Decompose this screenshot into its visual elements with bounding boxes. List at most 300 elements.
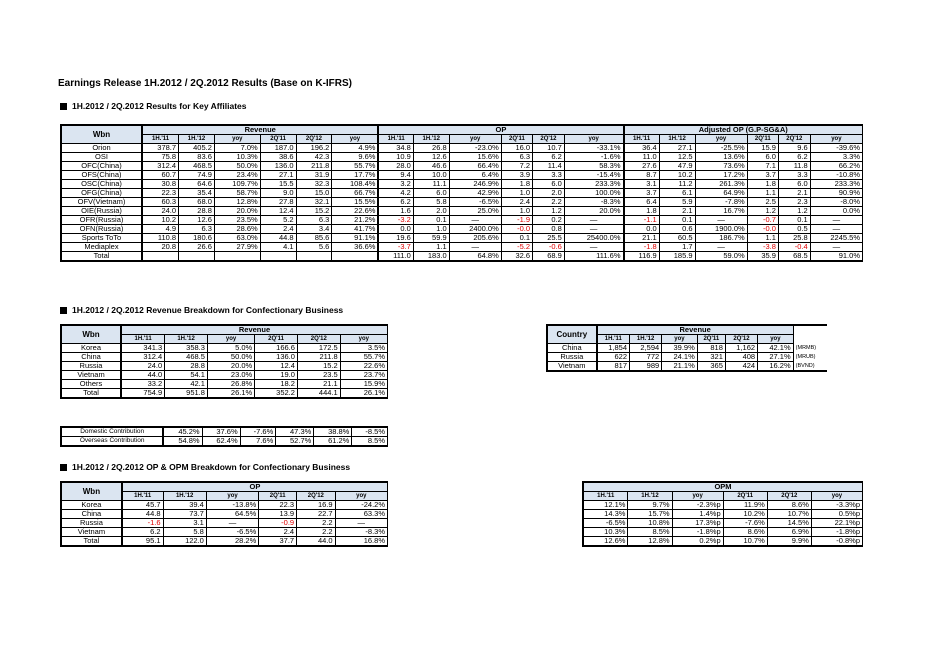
table-cell: 6.2 bbox=[122, 528, 163, 537]
table-cell: 27.8 bbox=[260, 198, 296, 207]
table-cell: — bbox=[335, 519, 387, 528]
table-cell: -1.1 bbox=[624, 216, 660, 225]
table-row bbox=[547, 362, 827, 372]
group-header: OP bbox=[122, 482, 388, 492]
table-cell: 9.4 bbox=[378, 171, 413, 180]
revenue-breakdown-table bbox=[60, 324, 388, 399]
table-cell: 11.9% bbox=[723, 501, 767, 510]
table-cell: 37.6% bbox=[202, 427, 240, 437]
table-cell: 12.8% bbox=[628, 537, 672, 547]
table-cell: 47.3% bbox=[276, 427, 314, 437]
table-cell: 42.1% bbox=[758, 344, 794, 353]
row-label: China bbox=[61, 510, 122, 519]
table-cell: 37.7 bbox=[259, 537, 297, 547]
period-header: 1H.'11 bbox=[597, 335, 630, 344]
table-cell: 64.9% bbox=[695, 189, 747, 198]
table-cell: 6.9% bbox=[767, 528, 811, 537]
period-header: yoy bbox=[695, 135, 747, 144]
table-cell: 2.4 bbox=[259, 528, 297, 537]
table-cell: 1.1 bbox=[413, 243, 449, 252]
table-cell: -1.8 bbox=[624, 243, 660, 252]
table-cell: 31.9 bbox=[296, 171, 332, 180]
table-cell: 1.2 bbox=[778, 207, 810, 216]
row-label: OSI bbox=[61, 153, 142, 162]
table-cell: 1.8 bbox=[747, 180, 778, 189]
table-cell: 10.9 bbox=[378, 153, 413, 162]
table-cell: -23.0% bbox=[449, 144, 501, 153]
table-cell: 47.9 bbox=[659, 162, 695, 171]
table-cell: 22.3 bbox=[142, 189, 179, 198]
table-cell: 111.0 bbox=[378, 252, 413, 262]
table-cell: 4.1 bbox=[260, 243, 296, 252]
period-header: 2Q'12 bbox=[297, 335, 340, 344]
table-cell: 20.0% bbox=[564, 207, 623, 216]
table-cell: 28.0 bbox=[378, 162, 413, 171]
table-cell: 61.2% bbox=[314, 437, 352, 447]
row-label: OIE(Russia) bbox=[61, 207, 142, 216]
table-row bbox=[61, 528, 388, 537]
table-cell: 341.3 bbox=[121, 344, 165, 353]
table-cell: -1.6 bbox=[122, 519, 163, 528]
table-cell: 186.7% bbox=[695, 234, 747, 243]
period-header: yoy bbox=[214, 135, 260, 144]
table-cell: 6.1 bbox=[659, 189, 695, 198]
table-cell: 312.4 bbox=[142, 162, 179, 171]
table-row bbox=[61, 371, 388, 380]
table-cell: 6.4% bbox=[449, 171, 501, 180]
section-heading-text: 1H.2012 / 2Q.2012 OP & OPM Breakdown for Confectionary Business bbox=[72, 462, 351, 472]
table-cell: 211.8 bbox=[297, 353, 340, 362]
table-cell: -1.8%p bbox=[672, 528, 723, 537]
table-cell: 0.6 bbox=[659, 225, 695, 234]
table-cell: 4.9% bbox=[332, 144, 379, 153]
table-cell: -0.6 bbox=[533, 243, 565, 252]
table-cell: 3.5% bbox=[340, 344, 387, 353]
row-label: Vietnam bbox=[547, 362, 597, 372]
unit-note: (MRUB) bbox=[795, 354, 816, 360]
table-cell: 187.0 bbox=[260, 144, 296, 153]
table-cell: 15.0 bbox=[296, 189, 332, 198]
table-cell: 246.9% bbox=[449, 180, 501, 189]
table-cell: 24.0 bbox=[121, 362, 165, 371]
table-cell: 3.4 bbox=[296, 225, 332, 234]
table-cell: 20.0% bbox=[207, 362, 254, 371]
table-cell: 35.9 bbox=[747, 252, 778, 262]
period-header: 1H.'12 bbox=[628, 492, 672, 501]
period-header: yoy bbox=[449, 135, 501, 144]
table-cell: 10.2 bbox=[659, 171, 695, 180]
row-label: OFN(Russia) bbox=[61, 225, 142, 234]
row-label: OFV(Vietnam) bbox=[61, 198, 142, 207]
table-cell: 32.6 bbox=[501, 252, 532, 262]
table-cell: 2.2 bbox=[297, 519, 335, 528]
table-cell: 1900.0% bbox=[695, 225, 747, 234]
table-cell: 22.6% bbox=[340, 362, 387, 371]
table-row bbox=[61, 537, 388, 547]
unit-header: Country bbox=[547, 325, 597, 344]
unit-note: (BVND) bbox=[795, 362, 815, 369]
period-header: yoy bbox=[207, 335, 254, 344]
table-row bbox=[61, 207, 863, 216]
table-cell: 22.3 bbox=[259, 501, 297, 510]
unit-header: Wbn bbox=[61, 125, 142, 144]
table-cell: 59.9 bbox=[413, 234, 449, 243]
table-cell: 365 bbox=[697, 362, 725, 372]
table-cell: 60.7 bbox=[142, 171, 179, 180]
table-cell: 754.9 bbox=[121, 389, 165, 399]
table-cell: 44.0 bbox=[121, 371, 165, 380]
table-cell bbox=[142, 252, 179, 262]
period-header: 2Q'11 bbox=[747, 135, 778, 144]
table-cell: 59.0% bbox=[695, 252, 747, 262]
table-cell: 64.6 bbox=[179, 180, 215, 189]
table-cell: 8.6% bbox=[767, 501, 811, 510]
table-cell: 408 bbox=[725, 353, 757, 362]
table-cell: 3.2 bbox=[378, 180, 413, 189]
table-cell: 183.0 bbox=[413, 252, 449, 262]
table-cell: 15.5 bbox=[260, 180, 296, 189]
period-header: 1H.'11 bbox=[142, 135, 179, 144]
table-cell: 5.2 bbox=[260, 216, 296, 225]
table-cell: 16.2% bbox=[758, 362, 794, 372]
table-cell: 39.4 bbox=[163, 501, 206, 510]
row-label: OFG(China) bbox=[61, 189, 142, 198]
period-header: 2Q'11 bbox=[723, 492, 767, 501]
table-cell: 1.2 bbox=[533, 207, 565, 216]
table-cell: 32.1 bbox=[296, 198, 332, 207]
table-cell: 9.7% bbox=[628, 501, 672, 510]
table-cell: 0.8 bbox=[533, 225, 565, 234]
table-cell: 2.1 bbox=[659, 207, 695, 216]
table-cell: 9.6 bbox=[778, 144, 810, 153]
table-cell: 1.8 bbox=[501, 180, 532, 189]
table-cell: 23.5% bbox=[214, 216, 260, 225]
table-cell: 8.5% bbox=[628, 528, 672, 537]
table-cell: 44.0 bbox=[297, 537, 335, 547]
table-cell bbox=[260, 252, 296, 262]
table-cell: 2.1 bbox=[778, 189, 810, 198]
row-label: Sports ToTo bbox=[61, 234, 142, 243]
table-cell: 3.3 bbox=[778, 171, 810, 180]
period-header: yoy bbox=[662, 335, 698, 344]
table-cell: 1,854 bbox=[597, 344, 630, 353]
table-cell: -7.6% bbox=[240, 427, 276, 437]
table-cell: -1.9 bbox=[501, 216, 532, 225]
table-cell: 73.7 bbox=[163, 510, 206, 519]
table-cell: 15.6% bbox=[449, 153, 501, 162]
table-cell: 4.9 bbox=[142, 225, 179, 234]
group-header: OPM bbox=[583, 482, 863, 492]
row-label: Total bbox=[61, 389, 121, 399]
table-cell: 28.6% bbox=[214, 225, 260, 234]
table-cell: 622 bbox=[597, 353, 630, 362]
period-header: yoy bbox=[758, 335, 794, 344]
table-cell: 10.7% bbox=[723, 537, 767, 547]
table-cell: 5.9 bbox=[659, 198, 695, 207]
table-cell: 25.8 bbox=[778, 234, 810, 243]
table-cell: 13.9 bbox=[259, 510, 297, 519]
table-cell: 9.0 bbox=[260, 189, 296, 198]
table-cell: 21.1 bbox=[297, 380, 340, 389]
table-cell: 1.6 bbox=[378, 207, 413, 216]
table-cell: — bbox=[564, 243, 623, 252]
table-cell: 0.0% bbox=[810, 207, 862, 216]
section-heading-revenue-breakdown bbox=[60, 305, 343, 315]
table-cell: 27.1% bbox=[758, 353, 794, 362]
table-cell: 14.5% bbox=[767, 519, 811, 528]
group-header: Revenue bbox=[142, 125, 378, 135]
table-cell: 166.6 bbox=[255, 344, 298, 353]
table-cell: 7.0% bbox=[214, 144, 260, 153]
table-cell: 10.2% bbox=[723, 510, 767, 519]
table-cell: -1.6% bbox=[564, 153, 623, 162]
row-label: Korea bbox=[61, 344, 121, 353]
table-cell: 2400.0% bbox=[449, 225, 501, 234]
table-cell: 1,162 bbox=[725, 344, 757, 353]
table-cell: 36.4 bbox=[624, 144, 660, 153]
table-cell: -7.8% bbox=[695, 198, 747, 207]
row-label: Total bbox=[61, 537, 122, 547]
table-cell: 35.4 bbox=[179, 189, 215, 198]
table-cell: 2245.5% bbox=[810, 234, 862, 243]
row-label: OSC(China) bbox=[61, 180, 142, 189]
row-label: Orion bbox=[61, 144, 142, 153]
table-cell: 62.4% bbox=[202, 437, 240, 447]
table-cell: 21.2% bbox=[332, 216, 379, 225]
table-cell: 50.0% bbox=[214, 162, 260, 171]
table-cell: 6.3 bbox=[501, 153, 532, 162]
table-cell: 108.4% bbox=[332, 180, 379, 189]
table-cell: 33.2 bbox=[121, 380, 165, 389]
row-label: Overseas Contribution bbox=[61, 437, 163, 447]
table-cell: 91.1% bbox=[332, 234, 379, 243]
table-row bbox=[61, 389, 388, 399]
table-cell: 6.3 bbox=[179, 225, 215, 234]
section-heading-affiliates bbox=[60, 101, 247, 111]
table-cell: 116.9 bbox=[624, 252, 660, 262]
table-cell: 28.8 bbox=[179, 207, 215, 216]
table-cell: — bbox=[810, 225, 862, 234]
period-header: 1H.'11 bbox=[583, 492, 628, 501]
op-breakdown-table bbox=[60, 481, 388, 547]
table-cell: 358.3 bbox=[165, 344, 208, 353]
table-row bbox=[61, 510, 388, 519]
table-cell: 233.3% bbox=[564, 180, 623, 189]
table-cell: 12.1% bbox=[583, 501, 628, 510]
table-cell: — bbox=[449, 243, 501, 252]
table-cell: 6.0 bbox=[747, 153, 778, 162]
table-cell: 9.9% bbox=[767, 537, 811, 547]
table-cell: 38.6 bbox=[260, 153, 296, 162]
country-revenue-table bbox=[546, 324, 827, 372]
table-cell: 1.4%p bbox=[672, 510, 723, 519]
table-cell: 90.9% bbox=[810, 189, 862, 198]
table-cell: 1.0 bbox=[501, 207, 532, 216]
table-cell: -25.5% bbox=[695, 144, 747, 153]
table-cell: 3.7 bbox=[624, 189, 660, 198]
table-cell: 66.2% bbox=[810, 162, 862, 171]
table-cell: -8.3% bbox=[335, 528, 387, 537]
table-cell: 12.4 bbox=[255, 362, 298, 371]
table-cell: 28.2% bbox=[206, 537, 258, 547]
table-cell: 45.2% bbox=[163, 427, 202, 437]
table-cell: 6.2 bbox=[533, 153, 565, 162]
table-cell: 21.1% bbox=[662, 362, 698, 372]
table-cell: 19.6 bbox=[378, 234, 413, 243]
period-header: yoy bbox=[332, 135, 379, 144]
table-cell: 468.5 bbox=[165, 353, 208, 362]
table-cell: 2.2 bbox=[297, 528, 335, 537]
period-header: yoy bbox=[811, 492, 862, 501]
row-label: OFS(China) bbox=[61, 171, 142, 180]
table-cell: 1.1 bbox=[747, 234, 778, 243]
table-cell: 10.7 bbox=[533, 144, 565, 153]
table-cell: 23.5 bbox=[297, 371, 340, 380]
table-cell: -0.8%p bbox=[811, 537, 862, 547]
table-cell: 58.3% bbox=[564, 162, 623, 171]
unit-note: (MRMB) bbox=[795, 345, 817, 351]
table-cell: 45.7 bbox=[122, 501, 163, 510]
table-cell: 22.7 bbox=[297, 510, 335, 519]
table-cell: -8.5% bbox=[352, 427, 388, 437]
table-cell: 18.2 bbox=[255, 380, 298, 389]
table-cell: 36.6% bbox=[332, 243, 379, 252]
table-cell: 95.1 bbox=[122, 537, 163, 547]
table-cell: -33.1% bbox=[564, 144, 623, 153]
table-cell: 16.7% bbox=[695, 207, 747, 216]
period-header: 1H.'12 bbox=[165, 335, 208, 344]
period-header: 1H.'12 bbox=[413, 135, 449, 144]
table-cell: 10.3% bbox=[583, 528, 628, 537]
table-cell: 66.7% bbox=[332, 189, 379, 198]
table-cell: 15.9 bbox=[747, 144, 778, 153]
table-cell: 817 bbox=[597, 362, 630, 372]
table-cell: — bbox=[810, 243, 862, 252]
table-cell: 63.3% bbox=[335, 510, 387, 519]
table-cell: — bbox=[695, 243, 747, 252]
table-cell: 68.5 bbox=[778, 252, 810, 262]
table-cell: 22.1%p bbox=[811, 519, 862, 528]
table-cell: 42.3 bbox=[296, 153, 332, 162]
table-cell: 55.7% bbox=[332, 162, 379, 171]
table-cell: 5.8 bbox=[163, 528, 206, 537]
table-cell: 8.7 bbox=[624, 171, 660, 180]
table-cell: -8.3% bbox=[564, 198, 623, 207]
table-cell: 1.1 bbox=[747, 189, 778, 198]
period-header: 1H.'12 bbox=[659, 135, 695, 144]
table-cell: 1.2 bbox=[747, 207, 778, 216]
table-cell: 5.0% bbox=[207, 344, 254, 353]
table-cell: 0.1 bbox=[501, 234, 532, 243]
table-cell: 26.1% bbox=[340, 389, 387, 399]
table-cell: 3.3% bbox=[810, 153, 862, 162]
table-cell: 951.8 bbox=[165, 389, 208, 399]
table-cell: 60.5 bbox=[659, 234, 695, 243]
table-cell: 12.4 bbox=[260, 207, 296, 216]
table-cell: 15.7% bbox=[628, 510, 672, 519]
table-cell: 6.4 bbox=[624, 198, 660, 207]
table-cell: 12.6 bbox=[179, 216, 215, 225]
table-cell: 2,594 bbox=[630, 344, 662, 353]
table-cell: -0.9 bbox=[259, 519, 297, 528]
table-row bbox=[61, 252, 863, 262]
table-cell: 2.2 bbox=[533, 198, 565, 207]
table-cell: 11.4 bbox=[533, 162, 565, 171]
table-cell: 27.6 bbox=[624, 162, 660, 171]
period-header: yoy bbox=[340, 335, 387, 344]
table-cell: 7.2 bbox=[501, 162, 532, 171]
table-cell: 136.0 bbox=[260, 162, 296, 171]
table-cell: 23.7% bbox=[340, 371, 387, 380]
table-cell: 10.7% bbox=[767, 510, 811, 519]
row-label: Others bbox=[61, 380, 121, 389]
row-label: Russia bbox=[61, 362, 121, 371]
period-header: 1H.'12 bbox=[630, 335, 662, 344]
period-header: 2Q'11 bbox=[501, 135, 532, 144]
table-cell: 233.3% bbox=[810, 180, 862, 189]
contribution-table bbox=[60, 426, 388, 447]
table-cell: 20.8 bbox=[142, 243, 179, 252]
table-cell: 405.2 bbox=[179, 144, 215, 153]
period-header: 2Q'12 bbox=[767, 492, 811, 501]
table-cell: 34.8 bbox=[378, 144, 413, 153]
table-cell: 42.9% bbox=[449, 189, 501, 198]
table-cell: 2.5 bbox=[747, 198, 778, 207]
table-cell: -3.3%p bbox=[811, 501, 862, 510]
section-heading-text: 1H.2012 / 2Q.2012 Results for Key Affiliates bbox=[72, 101, 247, 111]
table-cell: 12.6 bbox=[413, 153, 449, 162]
table-cell: -6.5% bbox=[583, 519, 628, 528]
period-header: yoy bbox=[335, 492, 387, 501]
period-header: 2Q'12 bbox=[778, 135, 810, 144]
table-cell bbox=[214, 252, 260, 262]
table-cell: 0.1 bbox=[659, 216, 695, 225]
table-cell: 7.6% bbox=[240, 437, 276, 447]
period-header: 2Q'11 bbox=[260, 135, 296, 144]
table-row bbox=[61, 519, 388, 528]
table-cell: -0.0 bbox=[501, 225, 532, 234]
table-cell: 15.9% bbox=[340, 380, 387, 389]
table-cell: 424 bbox=[725, 362, 757, 372]
row-label: Domestic Contribution bbox=[61, 427, 163, 437]
table-cell: -39.6% bbox=[810, 144, 862, 153]
table-cell: 211.8 bbox=[296, 162, 332, 171]
table-cell: 28.8 bbox=[165, 362, 208, 371]
table-cell: 312.4 bbox=[121, 353, 165, 362]
table-cell: 44.8 bbox=[260, 234, 296, 243]
table-cell: — bbox=[449, 216, 501, 225]
bullet-square-icon bbox=[60, 464, 67, 471]
table-row bbox=[61, 362, 388, 371]
period-header: yoy bbox=[810, 135, 862, 144]
table-cell: 24.1% bbox=[662, 353, 698, 362]
table-cell: 73.6% bbox=[695, 162, 747, 171]
table-cell: -24.2% bbox=[335, 501, 387, 510]
table-cell: 7.1 bbox=[747, 162, 778, 171]
period-header: yoy bbox=[564, 135, 623, 144]
table-row bbox=[61, 380, 388, 389]
table-cell: 172.5 bbox=[297, 344, 340, 353]
table-cell: 772 bbox=[630, 353, 662, 362]
affiliates-table bbox=[60, 124, 863, 262]
table-cell: 0.1 bbox=[778, 216, 810, 225]
table-cell: 10.8% bbox=[628, 519, 672, 528]
table-cell: 6.2 bbox=[778, 153, 810, 162]
table-cell: 26.1% bbox=[207, 389, 254, 399]
table-cell: 25.5 bbox=[533, 234, 565, 243]
table-cell: -2.3%p bbox=[672, 501, 723, 510]
table-cell: 444.1 bbox=[297, 389, 340, 399]
